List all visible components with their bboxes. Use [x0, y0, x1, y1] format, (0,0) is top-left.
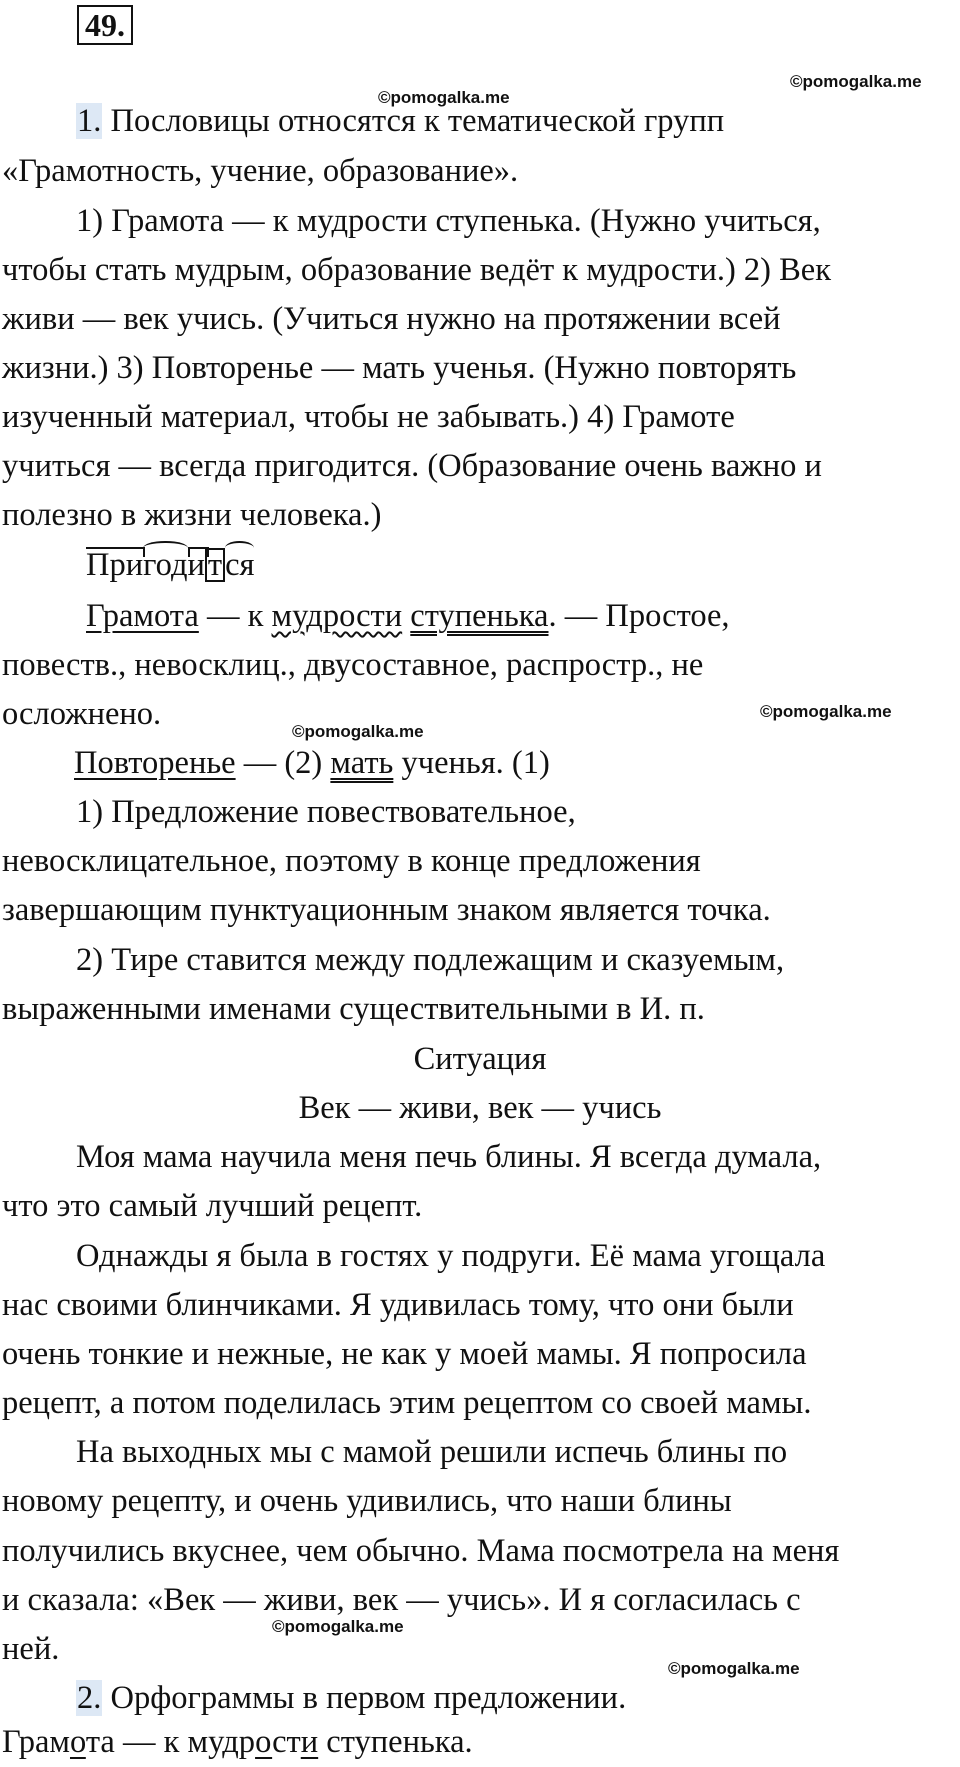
situation-title: Ситуация — [413, 1041, 547, 1077]
story-line: На выходных мы с мамой решили испечь блины по — [76, 1434, 788, 1470]
proverb-line: изученный материал, чтобы не забывать.) 4) Грамоте — [2, 399, 735, 435]
watermark: ©pomogalka.me — [668, 1659, 800, 1678]
watermark: ©pomogalka.me — [760, 702, 892, 721]
note-line: 1) Предложение повествовательное, — [76, 794, 576, 830]
part1-intro — [76, 101, 724, 141]
scheme-predicate: мать — [330, 745, 394, 781]
predicate: ступенька — [410, 598, 549, 634]
proverb-line: живи — век учись. (Учиться нужно на протяжении всей — [2, 301, 781, 337]
story-line: что это самый лучший рецепт. — [2, 1188, 423, 1224]
watermark: ©pomogalka.me — [378, 88, 510, 107]
morpheme-ending: т — [205, 548, 225, 582]
watermark: ©pomogalka.me — [292, 722, 424, 741]
story-line: рецепт, а потом поделилась этим рецептом со своей мамы. — [2, 1385, 812, 1421]
part1-intro-line2: «Грамотность, учение, образование». — [2, 153, 519, 189]
morpheme-analysis — [86, 545, 254, 585]
text: та — к мудр — [85, 1724, 256, 1760]
story-line: и сказала: «Век — живи, век — учись». И я согласилась с — [2, 1582, 801, 1618]
story-line: Моя мама научила меня печь блины. Я всегда думала, — [76, 1139, 822, 1175]
text: — (2) — [235, 745, 331, 781]
note-line: выраженными именами существительными в И. п. — [2, 991, 705, 1027]
spelling-mark: и — [300, 1724, 319, 1760]
watermark: ©pomogalka.me — [790, 72, 922, 91]
morpheme-prefix: При — [86, 547, 144, 583]
story-line: Однажды я была в гостях у подруги. Её мама угощала — [76, 1238, 826, 1274]
subject: Грамота — [86, 598, 199, 634]
proverb-line: чтобы стать мудрым, образование ведёт к мудрости.) 2) Век — [2, 252, 832, 288]
sentence-analysis-line2: повеств., невосклиц., двусоставное, распростр., не — [2, 647, 704, 683]
text: Грам — [2, 1724, 70, 1760]
story-line: ней. — [2, 1631, 60, 1667]
proverb-line: полезно в жизни человека.) — [2, 497, 382, 533]
part2-intro-text: Орфограммы в первом предложении. — [110, 1680, 627, 1716]
morpheme-root: год — [143, 547, 188, 583]
sentence-analysis — [86, 596, 730, 636]
watermark: ©pomogalka.me — [272, 1617, 404, 1636]
sentence-analysis-line3: осложнено. — [2, 696, 162, 732]
proverb-line: учиться — всегда пригодится. (Образование очень важно и — [2, 448, 822, 484]
story-line: очень тонкие и нежные, не как у моей мамы. Я попросила — [2, 1336, 807, 1372]
spelling-line — [2, 1722, 473, 1762]
situation-subtitle: Век — живи, век — учись — [298, 1090, 662, 1126]
story-line: нас своими блинчиками. Я удивилась тому, что они были — [2, 1287, 794, 1323]
part1-marker: 1. — [77, 103, 102, 139]
attribute: мудрости — [271, 598, 403, 634]
spelling-mark: о — [255, 1724, 273, 1760]
morpheme-postfix: ся — [225, 547, 255, 583]
text: — к — [198, 598, 272, 634]
note-line: невосклицательное, поэтому в конце предложения — [2, 843, 701, 879]
proverb-line: жизни.) 3) Повторенье — мать ученья. (Нужно повторять — [2, 350, 797, 386]
proverb-line: 1) Грамота — к мудрости ступенька. (Нужно учиться, — [76, 203, 821, 239]
part1-intro-text: Пословицы относятся к тематической групп — [110, 103, 725, 139]
text: ступенька. — [318, 1724, 473, 1760]
spelling-mark: о — [69, 1724, 86, 1760]
note-line: 2) Тире ставится между подлежащим и сказуемым, — [76, 942, 785, 978]
scheme-subject: Повторенье — [74, 745, 236, 781]
morpheme-suffix: и — [187, 547, 205, 583]
part2-intro — [76, 1678, 626, 1718]
text: . — Простое, — [548, 598, 730, 634]
text: ученья. (1) — [393, 745, 550, 781]
note-line: завершающим пунктуационным знаком является точка. — [2, 892, 771, 928]
text: ст — [272, 1724, 301, 1760]
story-line: получились вкуснее, чем обычно. Мама посмотрела на меня — [2, 1533, 840, 1569]
sentence-scheme — [74, 743, 550, 783]
task-number: 49. — [77, 5, 133, 45]
story-line: новому рецепту, и очень удивились, что наши блины — [2, 1483, 732, 1519]
part2-marker: 2. — [77, 1680, 102, 1716]
